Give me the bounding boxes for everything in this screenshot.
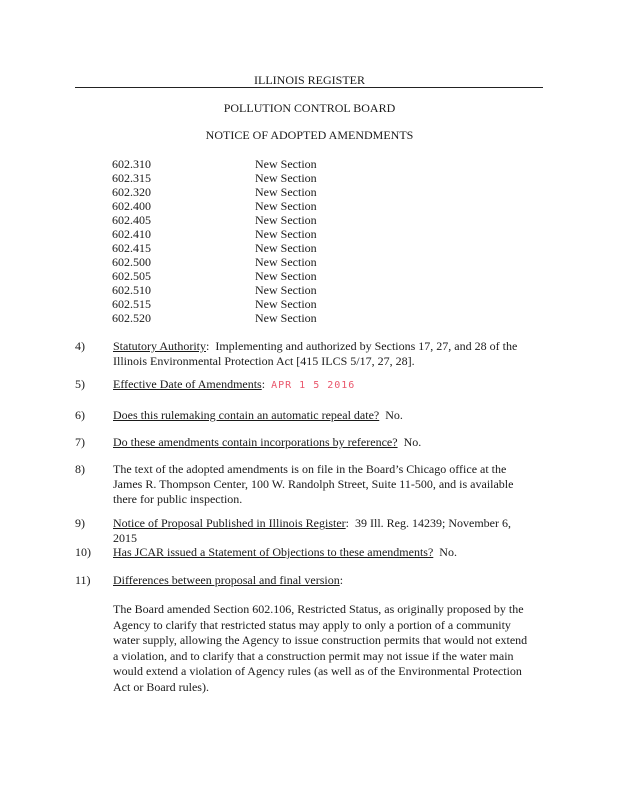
section-desc: New Section [255,297,317,311]
item-label: Do these amendments contain incorporations by reference? [113,435,398,449]
section-row [112,241,432,255]
date-stamp: APR 1 5 2016 [271,380,356,391]
item-answer: No. [403,435,422,449]
section-row [112,199,432,213]
item-text: The text of the adopted amendments is on file in the Board’s Chicago office at the James R. Thompson Center, 100 W. Randolph Street, Suite 11-500, and is available there for public inspection. [113,462,514,506]
section-row [112,255,432,269]
section-desc: New Section [255,171,317,185]
item-label: Effective Date of Amendments [113,377,262,391]
section-row [112,311,432,325]
section-number: 602.315 [112,171,151,185]
section-row [112,227,432,241]
section-number: 602.415 [112,241,151,255]
section-desc: New Section [255,269,317,283]
section-row [112,283,432,297]
section-number: 602.410 [112,227,151,241]
section-desc: New Section [255,185,317,199]
section-number: 602.510 [112,283,151,297]
item-label: Has JCAR issued a Statement of Objections to these amendments? [113,545,434,559]
item-text: 39 Ill. Reg. 14239; November 6, 2015 [113,516,511,545]
section-desc: New Section [255,311,317,325]
section-desc: New Section [255,199,317,213]
section-number: 602.500 [112,255,151,269]
item-text: Implementing and authorized by Sections 17, 27, and 28 of the Illinois Environmental Protection Act [415 ILCS 5/17, 27, 28]. [113,339,518,368]
section-number: 602.400 [112,199,151,213]
section-number: 602.515 [112,297,151,311]
item-number: 8) [75,462,85,476]
header-rule [75,87,543,88]
agency-title: POLLUTION CONTROL BOARD [223,101,396,115]
register-title: ILLINOIS REGISTER [254,73,365,87]
item-number: 11) [75,573,91,587]
item-number: 9) [75,516,85,530]
item-number: 6) [75,408,85,422]
section-row [112,213,432,227]
section-row [112,297,432,311]
section-number: 602.505 [112,269,151,283]
section-row [112,157,432,171]
section-number: 602.320 [112,185,151,199]
section-desc: New Section [255,255,317,269]
differences-paragraph: The Board amended Section 602.106, Restricted Status, as originally proposed by the Agency to clarify that restricted status may apply to only a portion of a community water supply, allowing the Agency to issue construction permits that would not extend a violation, and to clarify that a construction permit may not issue if the water main would extend a violation of Agency rules (as well as of the Environmental Protection Act or Board rules). [113,602,528,694]
item-answer: No. [439,545,457,559]
section-number: 602.405 [112,213,151,227]
section-number: 602.520 [112,311,151,325]
section-row [112,171,432,185]
section-desc: New Section [255,227,317,241]
item-label: Notice of Proposal Published in Illinois Register [113,516,346,530]
section-desc: New Section [255,213,317,227]
section-desc: New Section [255,241,317,255]
section-desc: New Section [255,157,317,171]
item-number: 4) [75,339,85,353]
section-desc: New Section [255,283,317,297]
section-row [112,185,432,199]
notice-title: NOTICE OF ADOPTED AMENDMENTS [205,128,414,142]
item-label: Does this rulemaking contain an automatic repeal date? [113,408,380,422]
item-number: 5) [75,377,85,391]
section-row [112,269,432,283]
item-number: 10) [75,545,91,559]
item-answer: No. [385,408,403,422]
item-label: Statutory Authority [113,339,206,353]
item-number: 7) [75,435,85,449]
section-number: 602.310 [112,157,151,171]
item-label: Differences between proposal and final version [113,573,340,587]
